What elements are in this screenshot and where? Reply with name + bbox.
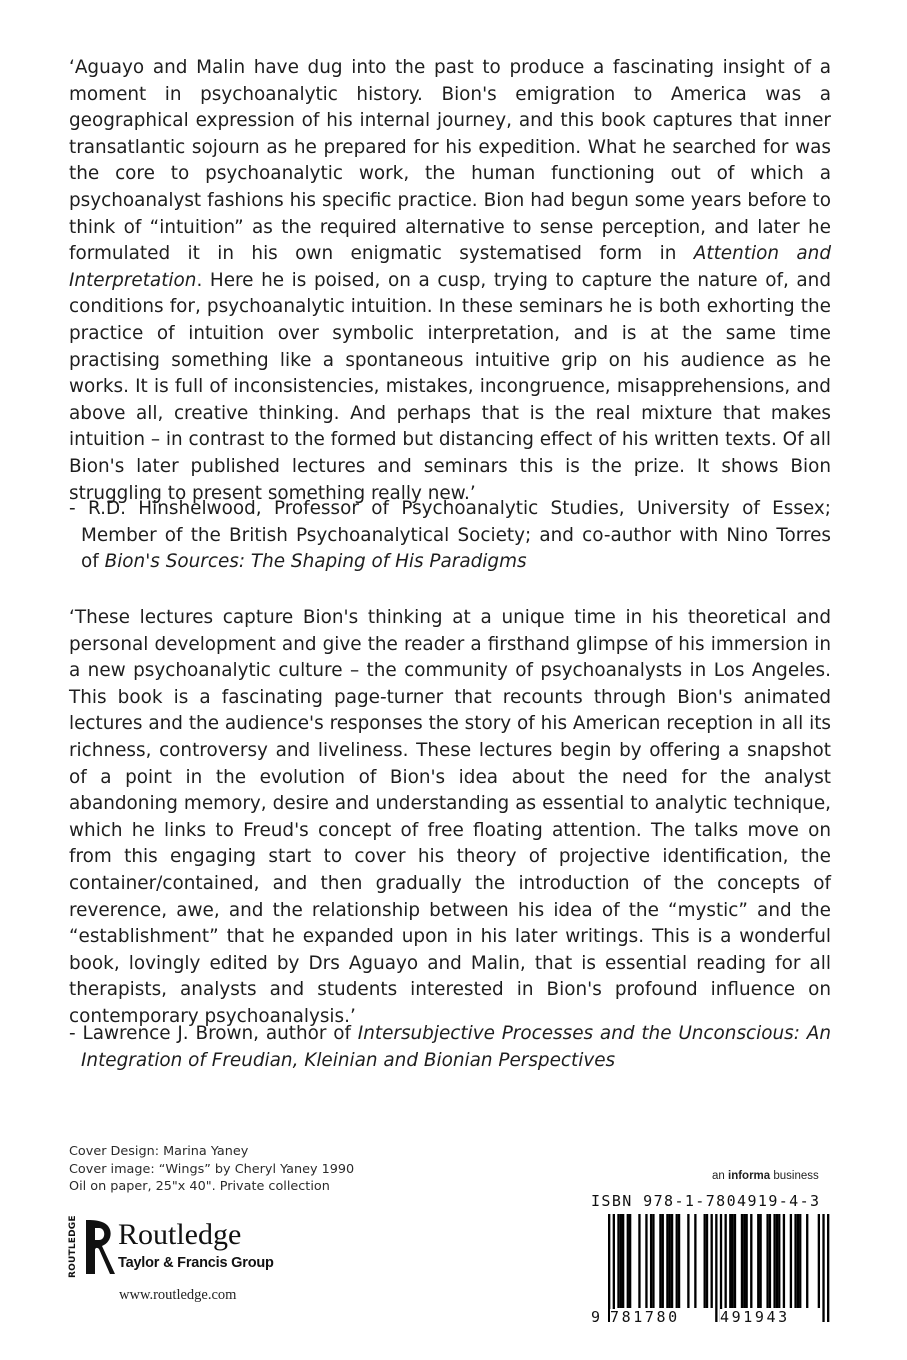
barcode-bar bbox=[608, 1214, 610, 1322]
quote-text: . Here he is poised, on a cusp, trying to capture the nature of, and conditions for, psychoanalytic intuition. In these seminars he is both exhorting the practice of intuition over symbolic interpretation, and is at the same time practising something like a spontaneous intuitive grip on his audience as he works. It is full of inconsistencies, mistakes, incongruence, misapprehensions, and above all, creative thinking. And perhaps that is the real mixture that makes intuition – in contrast to the formed but distancing effect of his written texts. Of all Bion's later published lectures and seminars this is the prize. It shows Bion struggling to present something really new.’ bbox=[69, 269, 831, 504]
barcode-bar bbox=[797, 1214, 799, 1308]
barcode-bar bbox=[659, 1214, 661, 1308]
cover-credits bbox=[69, 1143, 354, 1196]
barcode-bar bbox=[799, 1214, 801, 1308]
quote-text: ‘These lectures capture Bion's thinking at a unique time in his theoretical and personal development and give the reader a firsthand glimpse of his immersion in a new psychoanalytic culture – the community of psychoanalysts in Los Angeles. This book is a fascinating page-turner that recounts through Bion's animated lectures and the audience's responses the story of his American reception in all its richness, controversy and liveliness. These lectures begin by offering a snapshot of a point in the evolution of Bion's idea about the need for the analyst abandoning memory, desire and understanding as essential to analytic technique, which he links to Freud's concept of free floating attention. The talks move on from this engaging start to cover his theory of projective identification, the container/contained, and then gradually the introduction of the concepts of reverence, awe, and the relationship between his idea of the “mystic” and the “establishment” that he expanded upon in his later writings. This is a wonderful book, lovingly edited by Drs Aguayo and Malin, that is essential reading for all therapists, analysts and students interested in Bion's profound influence on contemporary psychoanalysis.’ bbox=[69, 607, 831, 1027]
barcode-bar bbox=[822, 1214, 824, 1322]
barcode-bar bbox=[731, 1214, 733, 1308]
barcode-bar bbox=[662, 1214, 664, 1308]
informa-prefix: an bbox=[712, 1170, 728, 1182]
barcode-bar bbox=[687, 1214, 689, 1308]
barcode-bar bbox=[818, 1214, 820, 1308]
book-title: Intersubjective Processes and the Unconscious: An Integration of Freudian, Kleinian and Bionian Perspectives bbox=[81, 1023, 831, 1071]
barcode-bar bbox=[671, 1214, 673, 1308]
informa-brand: informa bbox=[728, 1170, 771, 1182]
barcode-bar bbox=[750, 1214, 752, 1308]
barcode-first-digit: 9 bbox=[591, 1308, 601, 1326]
book-title: Attention and Interpretation bbox=[69, 243, 832, 291]
logo-vertical-text: ROUTLEDGE bbox=[68, 1215, 78, 1279]
informa-suffix: business bbox=[770, 1170, 819, 1182]
barcode-bar bbox=[743, 1214, 745, 1308]
cover-image-credit: Cover image: “Wings” by Cheryl Yaney 1990 bbox=[69, 1161, 355, 1177]
barcode-bar bbox=[666, 1214, 668, 1308]
cover-medium-credit: Oil on paper, 25"x 40". Private collection bbox=[69, 1179, 330, 1194]
barcode-bar bbox=[620, 1214, 622, 1308]
barcode-bar bbox=[794, 1214, 796, 1308]
cover-design-credit: Cover Design: Marina Yaney bbox=[69, 1144, 249, 1159]
barcode-bar bbox=[759, 1214, 761, 1308]
barcode-bar bbox=[806, 1214, 808, 1308]
isbn-barcode bbox=[588, 1214, 840, 1330]
barcode-bar bbox=[617, 1214, 619, 1308]
publisher-group: Taylor & Francis Group bbox=[118, 1255, 274, 1271]
publisher-name: Routledge bbox=[118, 1218, 242, 1251]
barcode-bar bbox=[678, 1214, 680, 1308]
barcode-bar bbox=[629, 1214, 631, 1308]
barcode-right-digits: 491943 bbox=[720, 1308, 790, 1326]
informa-tagline bbox=[712, 1170, 819, 1182]
barcode-bar bbox=[638, 1214, 640, 1308]
isbn-label: ISBN 978-1-7804919-4-3 bbox=[591, 1192, 821, 1210]
quote-text: ‘Aguayo and Malin have dug into the past to produce a fascinating insight of a moment in psychoanalytic history. Bion's emigration to America was a geographical expression of his internal journey, and this book captures that inner transatlantic sojourn as he prepared for his expedition. What he searched for was the core to psychoanalytic work, the human functioning out of which a psychoanalyst fashions his specific practice. Bion had begun some years before to think of “intuition” as the required alternative to sense perception, and later he formulated it in his own enigmatic systematised form in bbox=[69, 57, 831, 265]
barcode-bar bbox=[729, 1214, 731, 1308]
barcode-bar bbox=[827, 1214, 829, 1322]
barcode-bar bbox=[776, 1214, 778, 1308]
review-quote-brown bbox=[69, 605, 831, 1031]
barcode-bar bbox=[676, 1214, 678, 1308]
barcode-left-digits: 781780 bbox=[610, 1308, 680, 1326]
barcode-bar bbox=[622, 1214, 624, 1308]
barcode-bar bbox=[734, 1214, 736, 1308]
barcode-bar bbox=[627, 1214, 629, 1308]
barcode-bar bbox=[706, 1214, 708, 1308]
barcode-bar bbox=[725, 1214, 727, 1308]
routledge-r-mark-icon bbox=[80, 1218, 116, 1276]
barcode-bar bbox=[652, 1214, 654, 1308]
barcode-bar bbox=[720, 1214, 722, 1322]
attribution-hinshelwood bbox=[69, 496, 831, 576]
barcode-bar bbox=[613, 1214, 615, 1322]
barcode-bar bbox=[745, 1214, 747, 1308]
attribution-text: - Lawrence J. Brown, author of bbox=[69, 1023, 358, 1044]
barcode-bar bbox=[645, 1214, 647, 1308]
barcode-bar bbox=[715, 1214, 717, 1322]
publisher-url: www.routledge.com bbox=[119, 1287, 237, 1303]
attribution-text: - R.D. Hinshelwood, Professor of Psychoanalytic Studies, University of Essex; Member of the British Psychoanalytical Society; and co-author with Nino Torres of bbox=[69, 498, 831, 573]
barcode-bar bbox=[650, 1214, 652, 1308]
barcode-bar bbox=[694, 1214, 696, 1308]
barcode-bar bbox=[669, 1214, 671, 1308]
barcode-bar bbox=[769, 1214, 771, 1308]
barcode-bar bbox=[711, 1214, 713, 1308]
barcode-bar bbox=[766, 1214, 768, 1308]
book-title: Bion's Sources: The Shaping of His Paradigms bbox=[104, 551, 527, 573]
barcode-bar bbox=[757, 1214, 759, 1308]
barcode-bar bbox=[783, 1214, 785, 1308]
attribution-brown bbox=[69, 1021, 831, 1074]
barcode-bar bbox=[773, 1214, 775, 1308]
review-quote-hinshelwood bbox=[69, 55, 831, 507]
barcode-bar bbox=[778, 1214, 780, 1308]
barcode-bar bbox=[741, 1214, 743, 1308]
barcode-bar bbox=[704, 1214, 706, 1308]
routledge-logo bbox=[66, 1215, 296, 1279]
barcode-bar bbox=[790, 1214, 792, 1308]
